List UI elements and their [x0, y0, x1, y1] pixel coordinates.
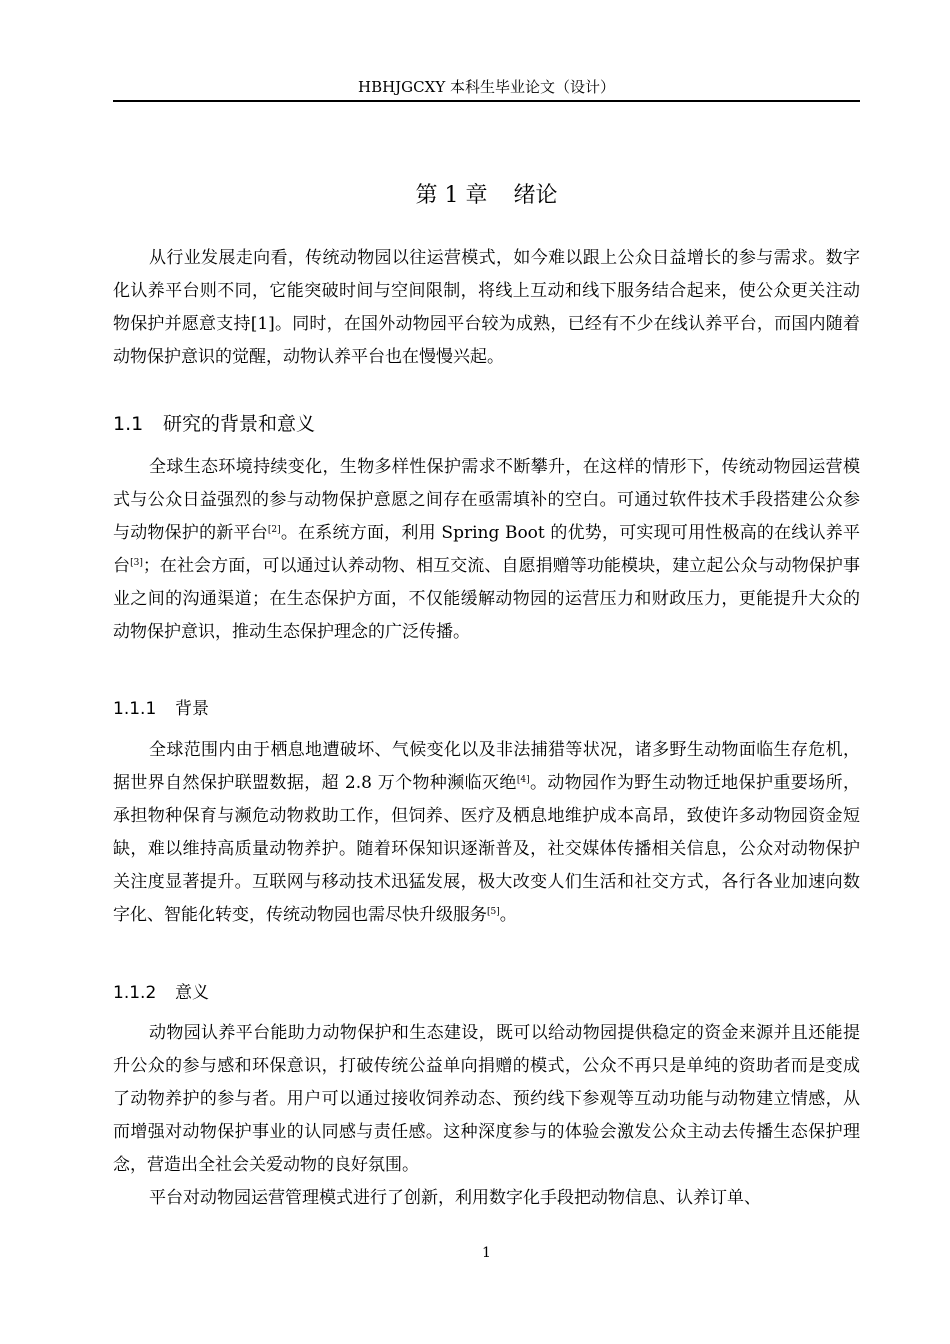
chapter-number: 第 1 章	[415, 183, 488, 208]
section-number: 1.1	[113, 413, 144, 435]
section-number: 1.1.2	[113, 983, 157, 1003]
section-title: 背景	[175, 699, 209, 719]
text-run: ；在社会方面，可以通过认养动物、相互交流、自愿捐赠等功能模块，建立起公众与动物保护事业之间的沟通渠道；在生态保护方面，不仅能缓解动物园的运营压力和财政压力，更能提升大众的动物保护意识，推动生态保护理念的广泛传播。	[113, 556, 860, 642]
chapter-name: 绪论	[513, 183, 558, 208]
section-1-1-paragraph	[113, 451, 860, 649]
section-1-1-2-paragraph-2: 平台对动物园运营管理模式进行了创新，利用数字化手段把动物信息、认养订单、	[149, 1188, 761, 1208]
section-heading-1-1	[113, 411, 860, 437]
header-rule	[113, 100, 860, 102]
citation-ref: [2]	[267, 525, 281, 535]
text-run: 。	[499, 905, 517, 925]
intro-paragraph: 从行业发展走向看，传统动物园以往运营模式，如今难以跟上公众日益增长的参与需求。数字化认养平台则不同，它能突破时间与空间限制，将线上互动和线下服务结合起来，使公众更关注动物保护并愿意支持[1]。同时，在国外动物园平台较为成熟，已经有不少在线认养平台，而国内随着动物保护意识的觉醒，动物认养平台也在慢慢兴起。	[113, 248, 860, 367]
section-1-1-2-paragraph-1: 动物园认养平台能助力动物保护和生态建设，既可以给动物园提供稳定的资金来源并且还能提升公众的参与感和环保意识，打破传统公益单向捐赠的模式，公众不再只是单纯的资助者而是变成了动物养护的参与者。用户可以通过接收饲养动态、预约线下参观等互动功能与动物建立情感，从而增强对动物保护事业的认同感与责任感。这种深度参与的体验会激发公众主动去传播生态保护理念，营造出全社会关爱动物的良好氛围。	[113, 1023, 860, 1175]
citation-ref: [3]	[130, 558, 143, 568]
section-title: 研究的背景和意义	[163, 413, 316, 435]
citation-ref: [5]	[487, 907, 500, 917]
text-run: 全球生态环境持续变化，生物多样性保护需求不断攀升，在这样的情形下，传统动物园运营模式与公众日益强烈的参与动物保护意愿之间存在亟需填补的空白。可通过软件技术手段搭建公众参与动物保护的新平台	[113, 457, 860, 543]
text-run: 。在系统方面，利用 Spring Boot 的优势，可实现可用性极高的在线认养平台	[113, 523, 860, 576]
section-title: 意义	[175, 983, 209, 1003]
section-heading-1-1-1	[113, 697, 860, 721]
section-heading-1-1-2	[113, 981, 860, 1005]
page-number: 1	[482, 1245, 491, 1261]
chapter-title	[113, 182, 860, 210]
section-1-1-1-paragraph	[113, 734, 860, 932]
citation-ref: [4]	[516, 775, 530, 785]
running-header: HBHJGCXY 本科生毕业论文（设计）	[357, 78, 615, 96]
section-number: 1.1.1	[113, 699, 157, 719]
text-run: 全球范围内由于栖息地遭破坏、气候变化以及非法捕猎等状况，诸多野生动物面临生存危机，据世界自然保护联盟数据，超 2.8 万个物种濒临灭绝	[113, 740, 860, 793]
text-run: 。动物园作为野生动物迁地保护重要场所，承担物种保育与濒危动物救助工作，但饲养、医疗及栖息地维护成本高昂，致使许多动物园资金短缺，难以维持高质量动物养护。随着环保知识逐渐普及，社交媒体传播相关信息，公众对动物保护关注度显著提升。互联网与移动技术迅猛发展，极大改变人们生活和社交方式，各行各业加速向数字化、智能化转变，传统动物园也需尽快升级服务	[113, 773, 860, 925]
